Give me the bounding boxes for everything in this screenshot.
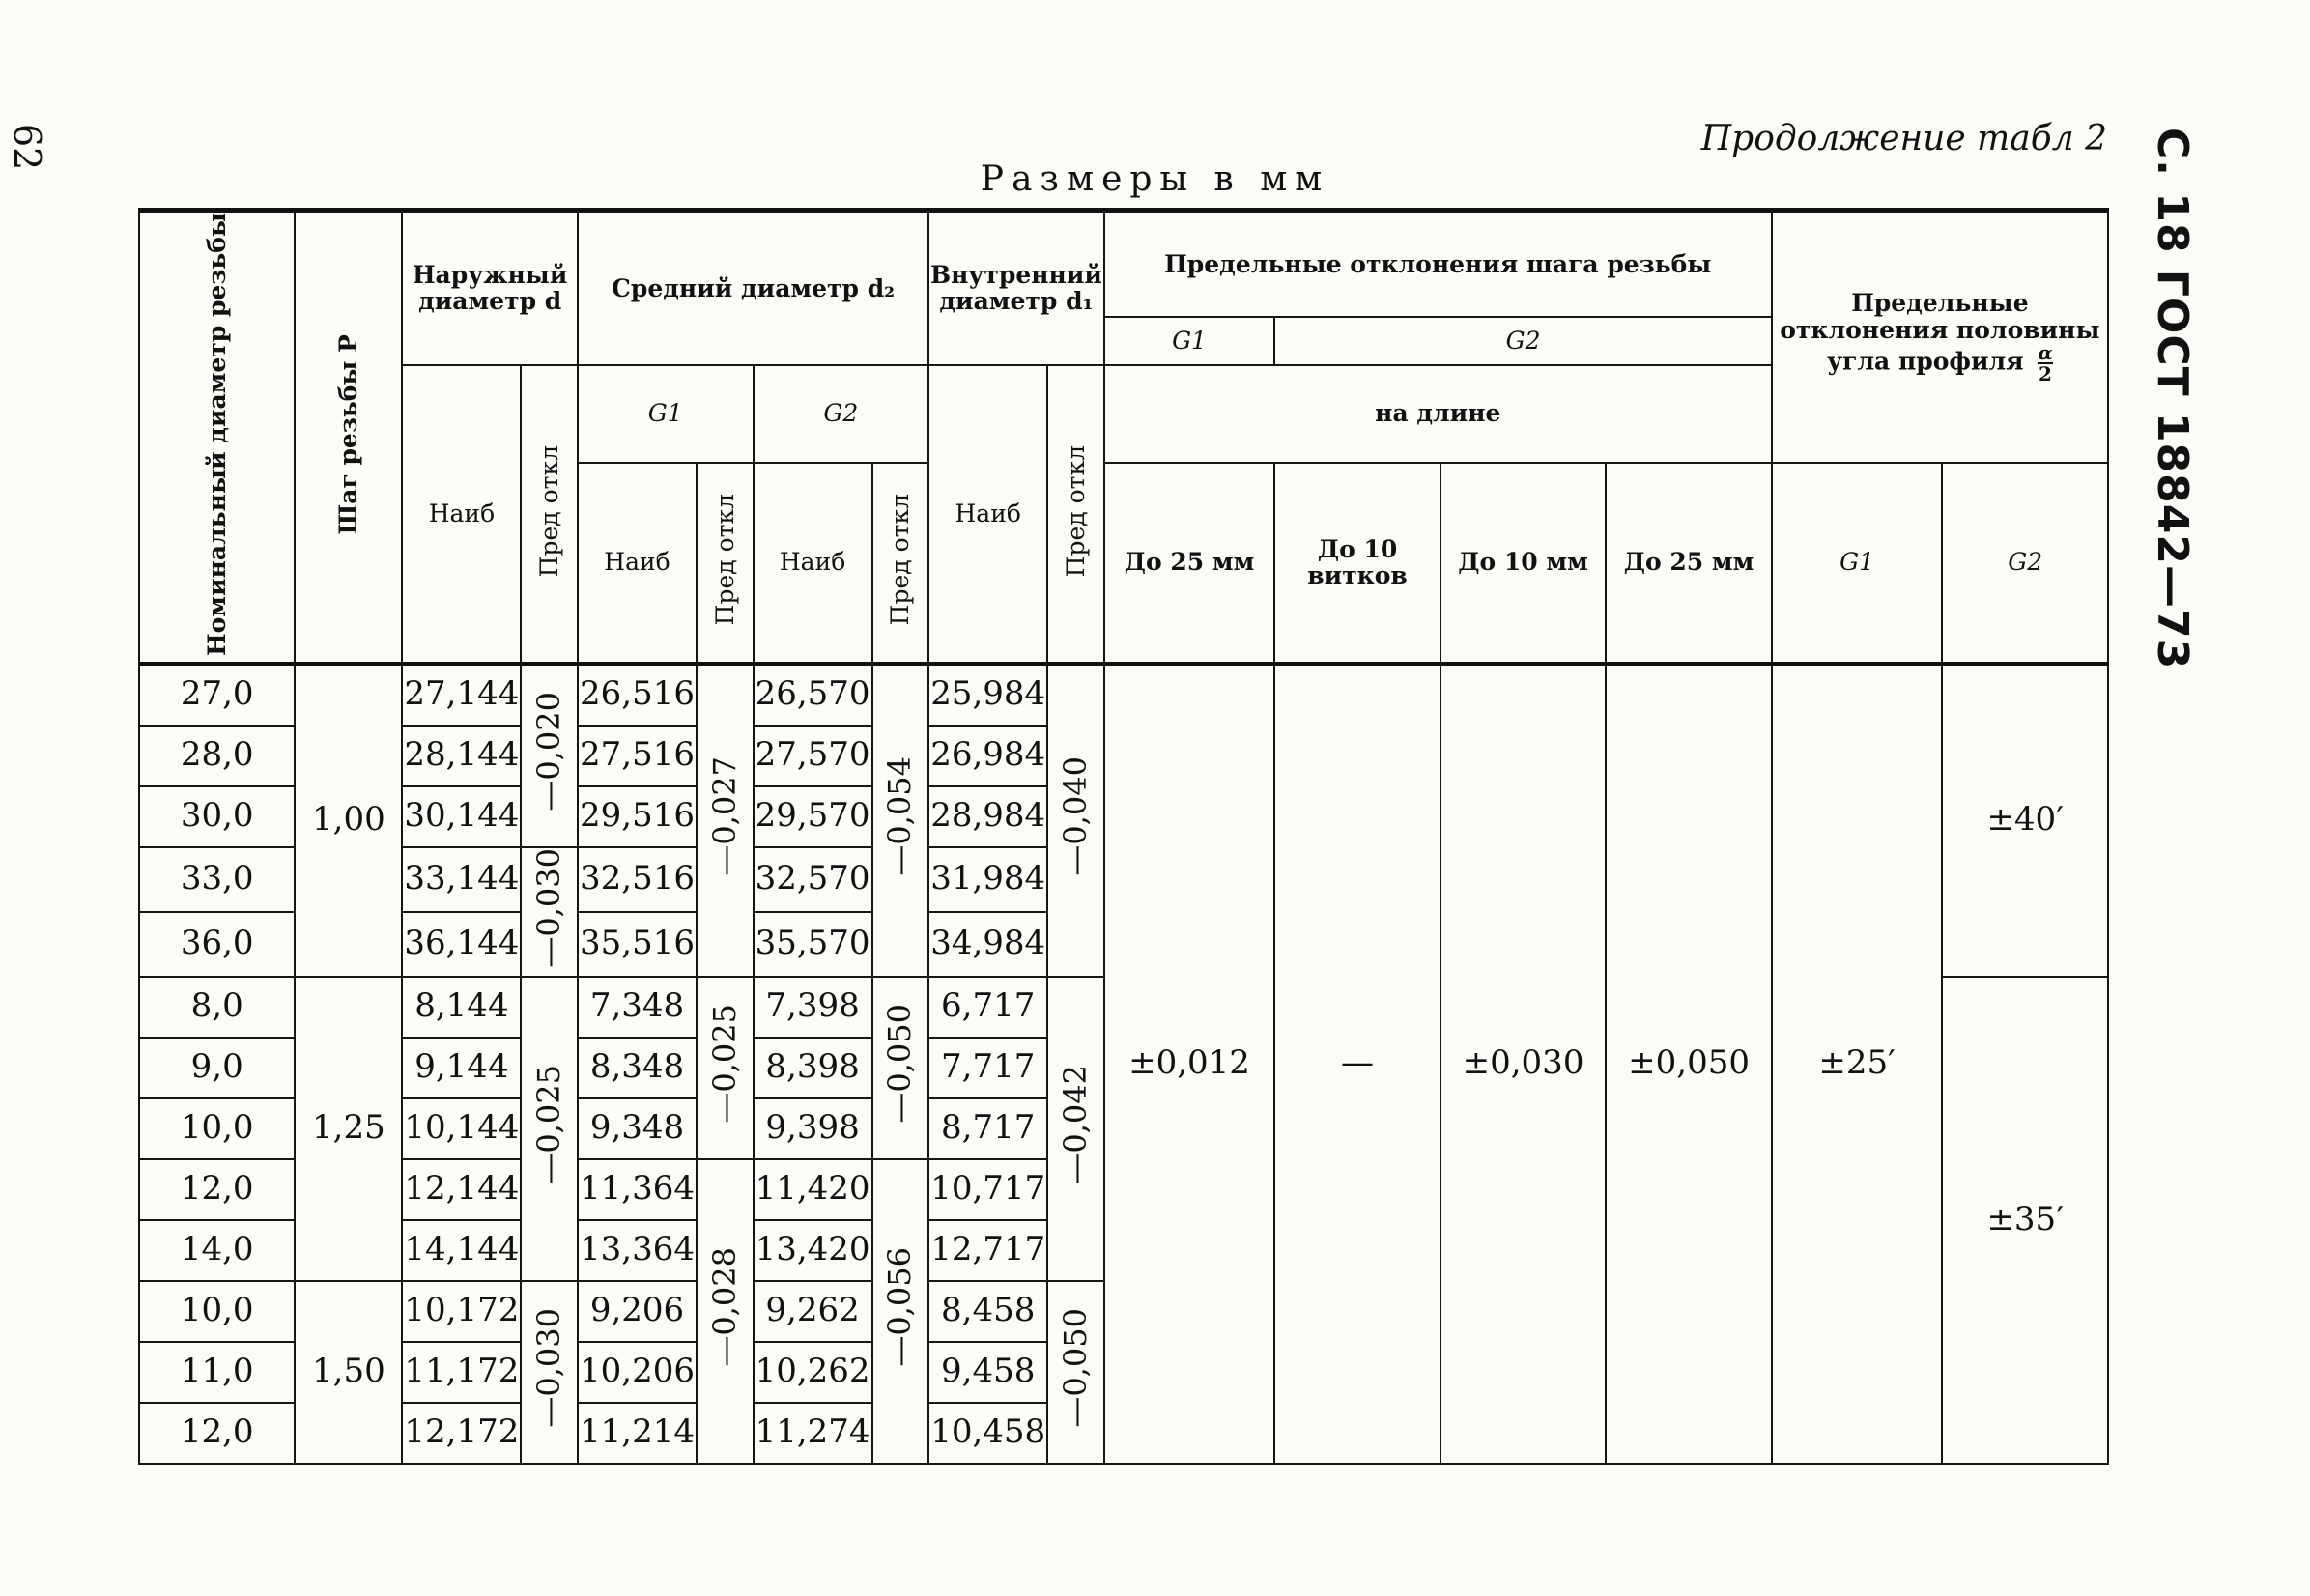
cell-mid-g2-max: 11,420 xyxy=(754,1159,872,1220)
table-continuation-note: Продолжение табл 2 xyxy=(1700,119,2107,158)
cell-outer-dev: —0,030 xyxy=(521,847,578,977)
cell-mid-g1-dev: —0,027 xyxy=(697,664,754,977)
cell-mid-g2-max: 10,262 xyxy=(754,1342,872,1403)
cell-mid-g1-max: 32,516 xyxy=(578,847,697,912)
cell-outer-max: 12,172 xyxy=(402,1403,521,1464)
cell-mid-g2-max: 26,570 xyxy=(754,664,872,726)
page-number: 62 xyxy=(6,124,48,171)
cell-inner-max: 8,717 xyxy=(928,1098,1047,1159)
cell-mid-g1-dev: —0,025 xyxy=(697,977,754,1159)
cell-inner-dev: —0,040 xyxy=(1047,664,1104,977)
cell-inner-max: 10,717 xyxy=(928,1159,1047,1220)
cell-nominal: 28,0 xyxy=(139,726,295,786)
header-pitch-deviation: Предельные отклонения шага резьбы xyxy=(1104,211,1772,317)
header-outer-dev: Пред откл xyxy=(521,365,578,664)
cell-g2-10-turns: — xyxy=(1274,664,1440,1464)
cell-outer-dev: —0,025 xyxy=(521,977,578,1281)
cell-mid-g1-max: 27,516 xyxy=(578,726,697,786)
header-half-g1: G1 xyxy=(1772,463,1943,664)
cell-mid-g1-max: 10,206 xyxy=(578,1342,697,1403)
cell-outer-max: 33,144 xyxy=(402,847,521,912)
cell-outer-max: 9,144 xyxy=(402,1038,521,1098)
cell-pitch: 1,50 xyxy=(295,1281,402,1464)
cell-inner-max: 28,984 xyxy=(928,786,1047,847)
header-half-g2: G2 xyxy=(1942,463,2108,664)
cell-mid-g1-max: 26,516 xyxy=(578,664,697,726)
cell-mid-g2-max: 11,274 xyxy=(754,1403,872,1464)
header-mid-g2-dev: Пред откл xyxy=(872,463,929,664)
header-nominal: Номинальный диаметр резьбы xyxy=(139,211,295,664)
cell-inner-max: 31,984 xyxy=(928,847,1047,912)
cell-nominal: 12,0 xyxy=(139,1403,295,1464)
cell-mid-g1-max: 8,348 xyxy=(578,1038,697,1098)
header-mid-g1-max: Наиб xyxy=(578,463,697,664)
cell-mid-g2-max: 27,570 xyxy=(754,726,872,786)
header-pitch: Шаг резьбы P xyxy=(295,211,402,664)
cell-mid-g1-dev: —0,028 xyxy=(697,1159,754,1464)
cell-inner-max: 9,458 xyxy=(928,1342,1047,1403)
cell-mid-g2-max: 32,570 xyxy=(754,847,872,912)
cell-nominal: 12,0 xyxy=(139,1159,295,1220)
cell-mid-g1-max: 11,214 xyxy=(578,1403,697,1464)
cell-outer-max: 36,144 xyxy=(402,912,521,977)
cell-outer-max: 28,144 xyxy=(402,726,521,786)
cell-mid-g1-max: 9,206 xyxy=(578,1281,697,1342)
cell-mid-g2-dev: —0,054 xyxy=(872,664,929,977)
cell-mid-g2-max: 29,570 xyxy=(754,786,872,847)
cell-mid-g1-max: 11,364 xyxy=(578,1159,697,1220)
header-mid-g2-max: Наиб xyxy=(754,463,872,664)
header-g2-25mm: До 25 мм xyxy=(1606,463,1772,664)
cell-pitch: 1,00 xyxy=(295,664,402,977)
cell-inner-dev: —0,042 xyxy=(1047,977,1104,1281)
cell-mid-g2-dev: —0,050 xyxy=(872,977,929,1159)
header-half-angle: Предельные отклонения половины угла профиля $\frac{\alpha}{2}$ xyxy=(1772,211,2108,463)
cell-nominal: 10,0 xyxy=(139,1098,295,1159)
cell-g2-25mm: ±0,050 xyxy=(1606,664,1772,1464)
cell-inner-max: 26,984 xyxy=(928,726,1047,786)
cell-outer-max: 12,144 xyxy=(402,1159,521,1220)
cell-g1-25mm: ±0,012 xyxy=(1104,664,1275,1464)
header-pitch-g1: G1 xyxy=(1104,317,1275,365)
cell-inner-max: 6,717 xyxy=(928,977,1047,1038)
cell-mid-g1-max: 7,348 xyxy=(578,977,697,1038)
cell-mid-g2-max: 35,570 xyxy=(754,912,872,977)
table-row xyxy=(139,664,2108,726)
cell-mid-g1-max: 29,516 xyxy=(578,786,697,847)
cell-inner-max: 12,717 xyxy=(928,1220,1047,1281)
cell-nominal: 33,0 xyxy=(139,847,295,912)
header-length: на длине xyxy=(1104,365,1772,463)
cell-inner-dev: —0,050 xyxy=(1047,1281,1104,1464)
cell-inner-max: 7,717 xyxy=(928,1038,1047,1098)
cell-outer-max: 30,144 xyxy=(402,786,521,847)
cell-inner-max: 25,984 xyxy=(928,664,1047,726)
cell-nominal: 14,0 xyxy=(139,1220,295,1281)
header-g2-10mm: До 10 мм xyxy=(1440,463,1607,664)
units-title: Размеры в мм xyxy=(980,159,1330,199)
header-middle-diameter: Средний диаметр d₂ xyxy=(578,211,928,365)
header-inner-max: Наиб xyxy=(928,365,1047,664)
cell-pitch: 1,25 xyxy=(295,977,402,1281)
cell-outer-max: 8,144 xyxy=(402,977,521,1038)
cell-half-g1: ±25′ xyxy=(1772,664,1943,1464)
cell-outer-dev: —0,020 xyxy=(521,664,578,847)
cell-nominal: 11,0 xyxy=(139,1342,295,1403)
cell-outer-dev: —0,030 xyxy=(521,1281,578,1464)
cell-nominal: 30,0 xyxy=(139,786,295,847)
header-g2-10-turns: До 10 витков xyxy=(1274,463,1440,664)
header-outer-diameter: Наружный диаметр d xyxy=(402,211,578,365)
cell-nominal: 36,0 xyxy=(139,912,295,977)
alpha-over-2: $\frac{\alpha}{2}$ xyxy=(2038,341,2053,386)
cell-outer-max: 27,144 xyxy=(402,664,521,726)
cell-mid-g1-max: 9,348 xyxy=(578,1098,697,1159)
thread-tolerance-table xyxy=(138,208,2109,1465)
header-inner-diameter: Внутренний диаметр d₁ xyxy=(928,211,1104,365)
cell-half-g2: ±40′ xyxy=(1942,664,2108,977)
cell-outer-max: 10,172 xyxy=(402,1281,521,1342)
header-mid-g1-dev: Пред откл xyxy=(697,463,754,664)
header-inner-dev: Пред откл xyxy=(1047,365,1104,664)
header-middle-g1: G1 xyxy=(578,365,754,463)
cell-mid-g2-dev: —0,056 xyxy=(872,1159,929,1464)
cell-mid-g2-max: 9,398 xyxy=(754,1098,872,1159)
cell-mid-g2-max: 7,398 xyxy=(754,977,872,1038)
cell-mid-g1-max: 35,516 xyxy=(578,912,697,977)
cell-mid-g2-max: 8,398 xyxy=(754,1038,872,1098)
header-middle-g2: G2 xyxy=(754,365,929,463)
cell-nominal: 9,0 xyxy=(139,1038,295,1098)
cell-nominal: 27,0 xyxy=(139,664,295,726)
cell-half-g2: ±35′ xyxy=(1942,977,2108,1464)
header-pitch-g2: G2 xyxy=(1274,317,1772,365)
standard-label: С. 18 ГОСТ 18842—73 xyxy=(2148,128,2197,670)
header-g1-25mm: До 25 мм xyxy=(1104,463,1275,664)
cell-outer-max: 14,144 xyxy=(402,1220,521,1281)
cell-nominal: 8,0 xyxy=(139,977,295,1038)
cell-mid-g2-max: 9,262 xyxy=(754,1281,872,1342)
cell-inner-max: 10,458 xyxy=(928,1403,1047,1464)
cell-inner-max: 8,458 xyxy=(928,1281,1047,1342)
header-outer-max: Наиб xyxy=(402,365,521,664)
cell-outer-max: 11,172 xyxy=(402,1342,521,1403)
cell-inner-max: 34,984 xyxy=(928,912,1047,977)
cell-mid-g2-max: 13,420 xyxy=(754,1220,872,1281)
cell-nominal: 10,0 xyxy=(139,1281,295,1342)
cell-outer-max: 10,144 xyxy=(402,1098,521,1159)
cell-g2-10mm: ±0,030 xyxy=(1440,664,1607,1464)
cell-mid-g1-max: 13,364 xyxy=(578,1220,697,1281)
